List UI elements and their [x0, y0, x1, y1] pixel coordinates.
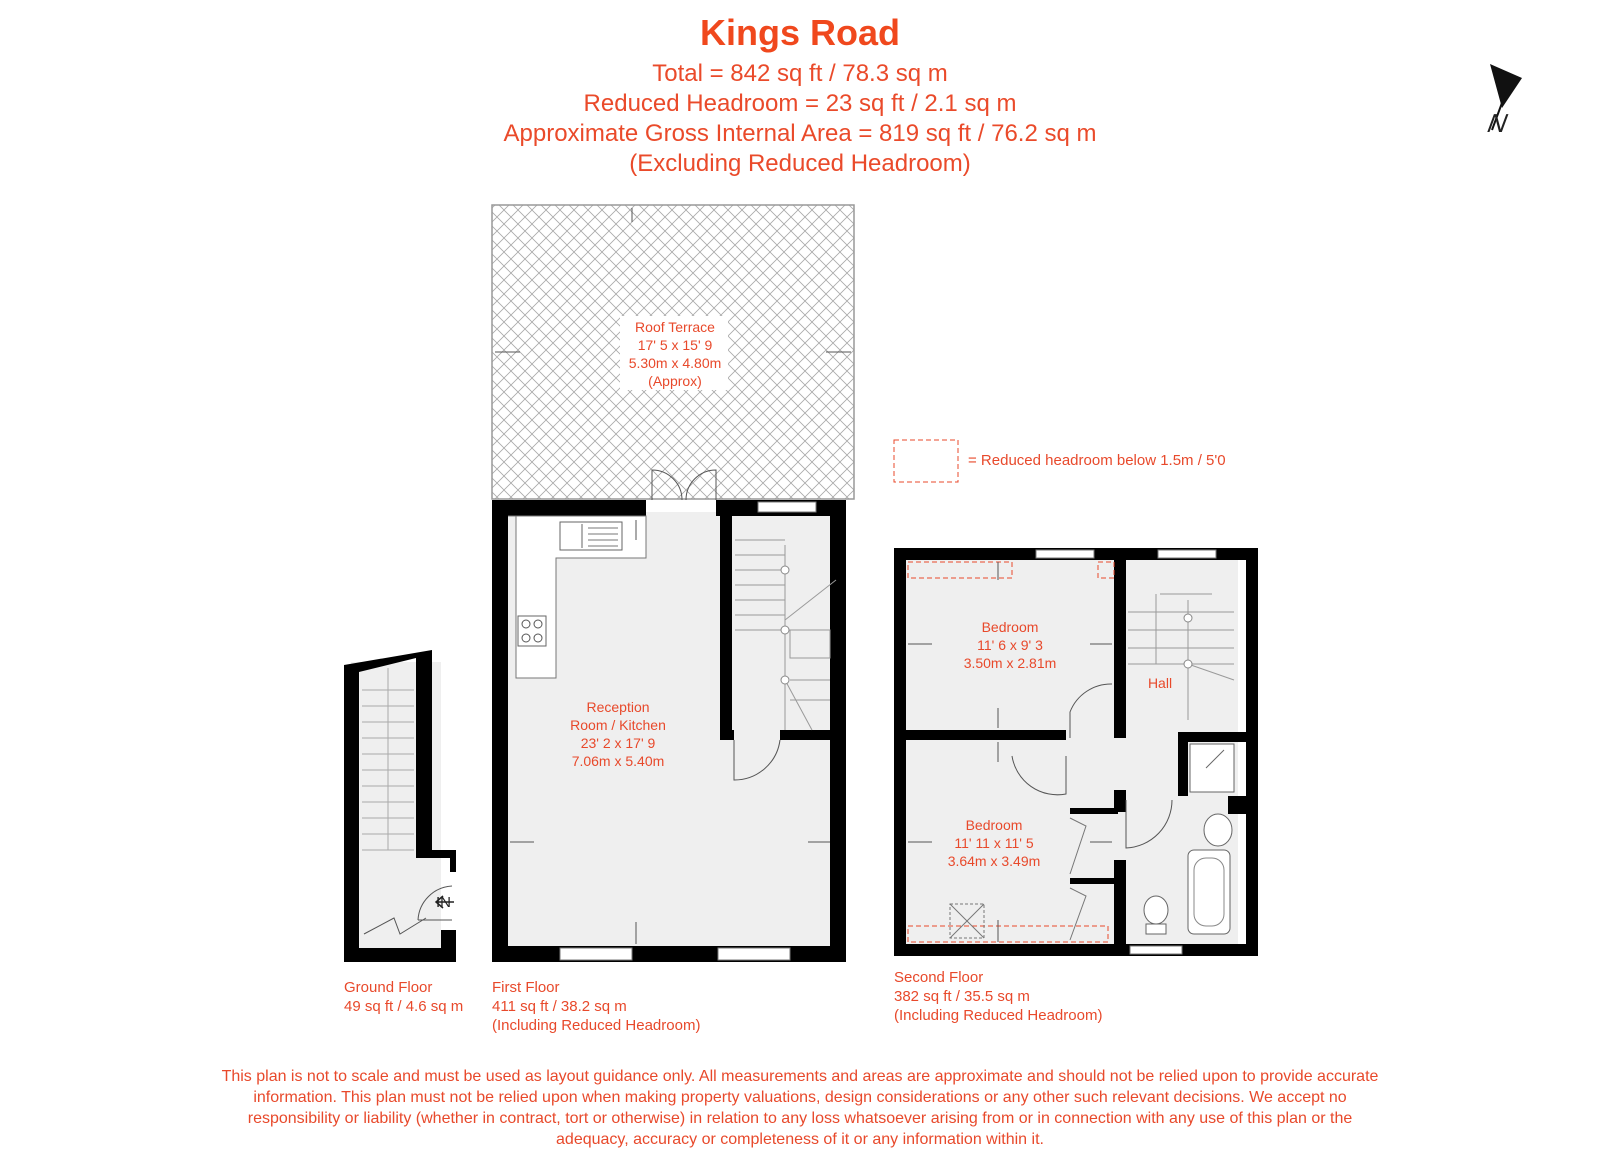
entrance-label: IN [436, 894, 451, 911]
bedroom-1-name: Bedroom [981, 619, 1039, 635]
ground-floor-area: 49 sq ft / 4.6 sq m [344, 998, 464, 1015]
roof-terrace-label [610, 318, 740, 390]
bedroom-2-name: Bedroom [965, 817, 1023, 833]
reduced-headroom-area: Reduced Headroom = 23 sq ft / 2.1 sq m [583, 90, 1017, 117]
bedroom-2-label [924, 816, 1064, 870]
legend-swatch [894, 440, 958, 482]
roof-terrace-metric: 5.30m x 4.80m [628, 355, 722, 371]
first-floor-caption [492, 978, 700, 1035]
second-floor [894, 548, 1258, 956]
bedroom-1-imperial: 11' 6 x 9' 3 [977, 637, 1043, 653]
bedroom-2-metric: 3.64m x 3.49m [947, 853, 1041, 869]
roof-terrace-name: Roof Terrace [635, 319, 715, 335]
bedroom-1-label [940, 618, 1080, 672]
second-floor-name: Second Floor [894, 969, 984, 986]
second-floor-caption [894, 968, 1102, 1025]
reception-name-2: Room / Kitchen [570, 717, 666, 733]
first-floor-name: First Floor [492, 979, 560, 996]
bedroom-2-imperial: 11' 11 x 11' 5 [954, 835, 1034, 851]
north-label: N [1485, 108, 1510, 138]
ground-floor [344, 650, 456, 962]
roof-terrace-note: (Approx) [648, 373, 702, 389]
bedroom-1-metric: 3.50m x 2.81m [963, 655, 1057, 671]
first-floor-area: 411 sq ft / 38.2 sq m [492, 998, 627, 1015]
disclaimer-text: This plan is not to scale and must be used as layout guidance only. All measurements and areas are approximate and should not be relied upon to provide accurate information. This plan must not be relied upon when making property valuations, design considerations or any other such relevant decisions. We accept no responsibility or liability (whether in contract, tort or otherwise) in relation to any loss whatsoever arising from or in connection with any use of this plan or the adequacy, accuracy or completeness of it or any information within it. [221, 1068, 1379, 1148]
reception-name-1: Reception [586, 699, 650, 715]
reception-metric: 7.06m x 5.40m [571, 753, 665, 769]
gross-internal-area: Approximate Gross Internal Area = 819 sq ft / 76.2 sq m [503, 120, 1097, 147]
plan-title: Kings Road [699, 12, 900, 53]
hall-label: Hall [1147, 675, 1173, 691]
first-floor-note: (Including Reduced Headroom) [492, 1017, 701, 1034]
reception-imperial: 23' 2 x 17' 9 [580, 735, 656, 751]
reception-label [548, 698, 688, 770]
excluding-note: (Excluding Reduced Headroom) [629, 150, 971, 177]
ground-floor-caption [344, 978, 463, 1016]
legend-text: = Reduced headroom below 1.5m / 5'0 [968, 452, 1226, 469]
roof-terrace-imperial: 17' 5 x 15' 9 [637, 337, 713, 353]
total-area: Total = 842 sq ft / 78.3 sq m [652, 60, 948, 87]
second-floor-area: 382 sq ft / 35.5 sq m [894, 988, 1030, 1005]
second-floor-note: (Including Reduced Headroom) [894, 1007, 1103, 1024]
ground-floor-name: Ground Floor [344, 979, 433, 996]
